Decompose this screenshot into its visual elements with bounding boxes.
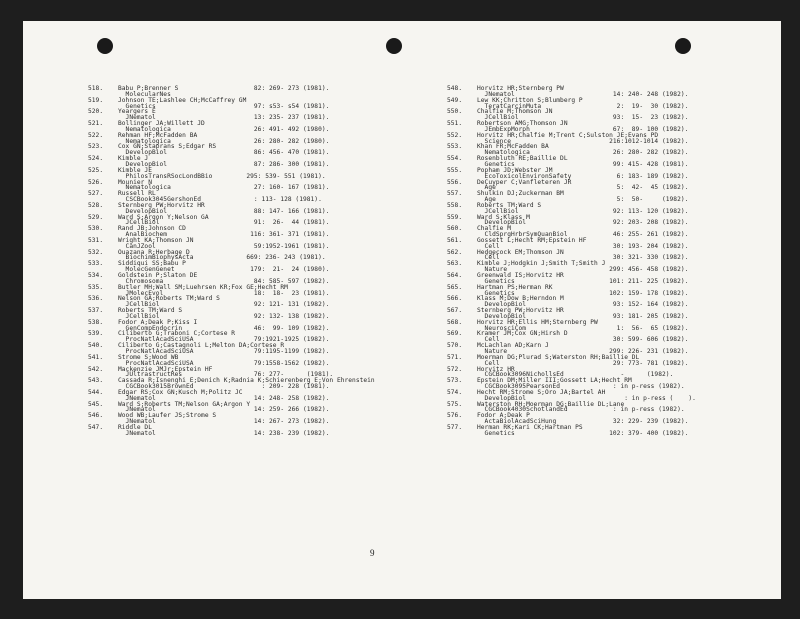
- reference-number: 575.: [447, 400, 463, 408]
- reference-text: DevelopBiol 93: 152- 164 (1982).: [477, 301, 689, 309]
- reference-text: Hedgecock EM;Thomson JN: [477, 248, 564, 256]
- reference-number: 557.: [447, 190, 463, 198]
- reference-text: DevelopBiol 93: 181- 205 (1982).: [477, 312, 689, 320]
- reference-text: DevelopBiol 86: 456- 470 (1981).: [118, 149, 330, 157]
- reference-text: Nematologica 26: 280- 282 (1982).: [477, 149, 689, 157]
- reference-text: MolecGenGenet 179: 21- 24 (1980).: [118, 266, 330, 274]
- reference-text: Cell 30: 193- 204 (1982).: [477, 242, 689, 250]
- reference-number: 519.: [88, 96, 104, 104]
- reference-text: Khan FR;McFadden BA: [477, 143, 549, 151]
- reference-number: 547.: [88, 423, 104, 431]
- reference-text: Chalfie M;Thomson JN: [477, 108, 553, 116]
- reference-number: 523.: [88, 143, 104, 151]
- reference-text: Roberts TM;Ward S: [477, 201, 542, 209]
- reference-number: 549.: [447, 96, 463, 104]
- reference-text: Science 216:1012-1014 (1982).: [477, 137, 689, 145]
- reference-number: 536.: [88, 295, 104, 303]
- reference-text: Genetics 97: s53- s54 (1981).: [118, 102, 330, 110]
- reference-text: Rehman HF;McFadden BA: [118, 131, 198, 139]
- reference-text: Klass M;Dow B;Herndon M: [477, 295, 564, 303]
- reference-text: Roberts TM;Ward S: [118, 307, 183, 315]
- reference-text: JCellBiol 92: 132- 138 (1982).: [118, 312, 330, 320]
- reference-text: Ward S;Klass M: [477, 213, 530, 221]
- reference-line: [447, 431, 752, 437]
- reference-number: 555.: [447, 166, 463, 174]
- reference-line: [88, 431, 393, 437]
- reference-text: Strome S;Wood WB: [118, 353, 179, 361]
- reference-number: 558.: [447, 201, 463, 209]
- reference-text: CSCBook3045GershonEd : 113- 128 (1981).: [118, 196, 322, 204]
- reference-text: Mackenzie JMJr;Epstein HF: [118, 365, 213, 373]
- reference-number: 527.: [88, 190, 104, 198]
- reference-number: 524.: [88, 155, 104, 163]
- reference-number: 520.: [88, 108, 104, 116]
- reference-number: 518.: [88, 85, 104, 92]
- reference-number: 571.: [447, 353, 463, 361]
- reference-text: Genetics 99: 415- 428 (1981).: [477, 160, 689, 168]
- reference-text: Kimble JE: [118, 166, 152, 174]
- reference-text: Ward S;Argon Y;Nelson GA: [118, 213, 209, 221]
- reference-text: CGCBook3015BrownEd : 209- 228 (1981).: [118, 383, 330, 391]
- reference-text: Cox GN;Staprans S;Edgar RS: [118, 143, 217, 151]
- reference-text: JMolecEvol 18: 18- 23 (1981).: [118, 289, 330, 297]
- reference-number: 531.: [88, 236, 104, 244]
- reference-text: Rand JB;Johnson CD: [118, 225, 186, 233]
- reference-number: 574.: [447, 388, 463, 396]
- reference-text: Nelson GA;Roberts TM;Ward S: [118, 295, 220, 303]
- reference-text: Butler MH;Wall SM;Luehrsen KR;Fox GE;Hecht RM: [118, 283, 288, 291]
- reference-text: Wright KA;Thomson JN: [118, 236, 194, 244]
- reference-text: McLachlan AD;Karn J: [477, 342, 549, 350]
- reference-text: Fodor A;Deak P: [477, 412, 530, 420]
- reference-text: ActaBiolAcadSciHung 32: 229- 239 (1982).: [477, 418, 689, 426]
- reference-text: Popham JD;Webster JM: [477, 166, 553, 174]
- reference-text: JUltrastructRes 76: 277- (1981).: [118, 371, 334, 379]
- reference-number: 546.: [88, 412, 104, 420]
- reference-text: JNematol 13: 235- 237 (1981).: [118, 114, 330, 122]
- reference-text: AnalBiochem 116: 361- 371 (1981).: [118, 231, 330, 239]
- reference-number: 577.: [447, 423, 463, 431]
- reference-text: JCellBiol 91: 26- 44 (1981).: [118, 219, 330, 227]
- reference-text: Nematologica 27: 160- 167 (1981).: [118, 184, 330, 192]
- reference-text: BiochimBiophysActa 669: 236- 243 (1981).: [118, 254, 326, 262]
- reference-text: DevelopBiol 88: 147- 166 (1981).: [118, 207, 330, 215]
- reference-text: JCellBiol 92: 113- 120 (1982).: [477, 207, 689, 215]
- reference-text: Rosenbluth RE;Baillie DL: [477, 155, 568, 163]
- reference-text: CanJZool 59:1952-1961 (1981).: [118, 242, 330, 250]
- reference-number: 532.: [88, 248, 104, 256]
- reference-text: PhilosTransRSocLondBBio 295: 539- 551 (1981).: [118, 172, 326, 180]
- reference-text: Babu P;Brenner S 82: 269- 273 (1981).: [118, 85, 330, 92]
- reference-number: 529.: [88, 213, 104, 221]
- reference-text: NeurosciCom 1: 56- 65 (1982).: [477, 324, 689, 332]
- reference-text: Cell 30: 599- 606 (1982).: [477, 336, 689, 344]
- reference-text: Nature 299: 456- 458 (1982).: [477, 266, 689, 274]
- reference-text: JCellBiol 92: 121- 131 (1982).: [118, 301, 330, 309]
- reference-number: 543.: [88, 377, 104, 385]
- reference-number: 563.: [447, 260, 463, 268]
- reference-text: Sternberg PW;Horvitz HR: [118, 201, 205, 209]
- reference-text: CldSprgHrbrSymQuanBiol 46: 255- 261 (1982).: [477, 231, 689, 239]
- binder-hole-icon: [675, 38, 691, 54]
- left-reference-column: [88, 86, 393, 437]
- reference-number: 561.: [447, 236, 463, 244]
- reference-text: CGCBook3096NichollsEd - (1982).: [477, 371, 674, 379]
- reference-text: JNematol 14: 267- 273 (1982).: [118, 418, 330, 426]
- reference-number: 568.: [447, 318, 463, 326]
- reference-text: JNematol 14: 259- 266 (1982).: [118, 406, 330, 414]
- reference-number: 525.: [88, 166, 104, 174]
- reference-text: Johnson TE;Lashlee CH;McCaffrey GM: [118, 96, 247, 104]
- reference-number: 533.: [88, 260, 104, 268]
- reference-text: Age 5: 50- (1982).: [477, 196, 689, 204]
- reference-text: Ciliberto G;Castagnoli L;Melton DA;Cortese R: [118, 342, 285, 350]
- reference-text: Kimble J: [118, 155, 149, 163]
- reference-text: CGCBook3095PearsonEd : in p-ress (1982).: [477, 383, 685, 391]
- reference-text: Genetics 102: 379- 400 (1982).: [477, 429, 689, 437]
- reference-number: 554.: [447, 155, 463, 163]
- reference-text: Nematologica 26: 491- 492 (1980).: [118, 125, 330, 133]
- page-number: 9: [370, 548, 375, 558]
- reference-number: 522.: [88, 131, 104, 139]
- binder-hole-icon: [386, 38, 402, 54]
- reference-number: 566.: [447, 295, 463, 303]
- reference-number: 535.: [88, 283, 104, 291]
- reference-text: Ciliberto G;Traboni C;Cortese R: [118, 330, 236, 338]
- reference-text: Genetics 102: 159- 178 (1982).: [477, 289, 689, 297]
- reference-text: Goldstein P;Slaton DE: [118, 272, 198, 279]
- reference-text: Horvitz HR;Sternberg PW: [477, 85, 564, 92]
- reference-number: 550.: [447, 108, 463, 116]
- reference-text: Russell RL: [118, 190, 156, 198]
- reference-text: Ouazana R;Herbage D: [118, 248, 190, 256]
- reference-text: Ward S;Roberts TM;Nelson GA;Argon Y: [118, 400, 251, 408]
- reference-number: 544.: [88, 388, 104, 396]
- reference-text: JEmbExpMorph 67: 89- 100 (1982).: [477, 125, 689, 133]
- reference-text: Moerman DG;Plurad S;Waterston RH;Baillie DL: [477, 353, 640, 361]
- reference-text: EcoToxicolEnvironSafety 6: 183- 189 (1982).: [477, 172, 689, 180]
- reference-text: JCellBiol 93: 15- 23 (1982).: [477, 114, 689, 122]
- reference-text: CGCBook4030SchotlandEd : in p-ress (1982).: [477, 406, 685, 414]
- reference-text: DevelopBiol : in p-ress ( ).: [477, 394, 696, 402]
- reference-text: DevelopBiol 87: 286- 300 (1981).: [118, 160, 330, 168]
- reference-number: 528.: [88, 201, 104, 209]
- reference-number: 537.: [88, 307, 104, 315]
- reference-text: Edgar RS;Cox GN;Kusch M;Politz JC: [118, 388, 243, 396]
- reference-text: Nature 299: 226- 231 (1982).: [477, 347, 689, 355]
- reference-number: 565.: [447, 283, 463, 291]
- reference-number: 541.: [88, 353, 104, 361]
- reference-number: 573.: [447, 377, 463, 385]
- reference-text: Waterston RH;Moerman DG;Baillie DL;Lane: [477, 400, 625, 408]
- reference-number: 556.: [447, 178, 463, 186]
- reference-text: TeratCarcinMuta 2: 19- 30 (1982).: [477, 102, 689, 110]
- reference-text: Bollinger JA;Willett JD: [118, 120, 205, 128]
- reference-text: ProcNatlAcadSciUSA 79:1558-1562 (1982).: [118, 359, 330, 367]
- reference-number: 551.: [447, 120, 463, 128]
- reference-text: Lew KK;Chritton S;Blumberg P: [477, 96, 583, 104]
- reference-text: ProcNatlAcadSciUSA 79:1195-1199 (1982).: [118, 347, 330, 355]
- reference-text: Gossett L;Hecht RM;Epstein HF: [477, 236, 587, 244]
- document-page: [23, 21, 781, 599]
- reference-number: 564.: [447, 272, 463, 279]
- reference-text: Kramer JM;Cox GN;Hirsh D: [477, 330, 568, 338]
- reference-number: [88, 431, 118, 437]
- reference-text: Riddle DL: [118, 423, 152, 431]
- reference-text: Robertson AMG;Thomson JN: [477, 120, 568, 128]
- reference-text: Mounier N: [118, 178, 152, 186]
- reference-text: JNematol 14: 240- 248 (1982).: [477, 90, 689, 98]
- reference-number: 521.: [88, 120, 104, 128]
- reference-text: Age 5: 42- 45 (1982).: [477, 184, 689, 192]
- reference-text: Fodor A;Deak P;Kiss I: [118, 318, 198, 326]
- reference-number: 545.: [88, 400, 104, 408]
- reference-text: Horvitz HR: [477, 365, 515, 373]
- reference-text: Epstein DM;Miller III;Gossett LA;Hecht RM: [477, 377, 632, 385]
- reference-number: 534.: [88, 272, 104, 279]
- reference-text: Horvitz HR;Chalfie M;Trent C;Sulston JE;Evans PD: [477, 131, 659, 139]
- reference-text: Wood WB;Laufer JS;Strome S: [118, 412, 217, 420]
- reference-number: 530.: [88, 225, 104, 233]
- reference-number: 562.: [447, 248, 463, 256]
- reference-text: Sternberg PW;Horvitz HR: [477, 307, 564, 315]
- reference-text: DeCuyper C;Vanfleteren JR: [477, 178, 572, 186]
- reference-text: Genetics 101: 211- 225 (1982).: [477, 277, 689, 285]
- reference-number: 567.: [447, 307, 463, 315]
- reference-text: Herman RK;Kari CK;Hartman PS: [477, 423, 583, 431]
- reference-text: MolecularNes: [118, 90, 171, 98]
- reference-text: Kimble J;Hodgkin J;Smith T;Smith J: [477, 260, 606, 268]
- reference-number: 548.: [447, 85, 463, 92]
- reference-text: Cell 29: 773- 781 (1982).: [477, 359, 689, 367]
- reference-text: Yeargers E: [118, 108, 156, 116]
- reference-text: GenCompEndocrin 46: 99- 109 (1982).: [118, 324, 330, 332]
- reference-number: 539.: [88, 330, 104, 338]
- reference-number: 570.: [447, 342, 463, 350]
- reference-number: 542.: [88, 365, 104, 373]
- reference-text: JNematol 14: 248- 258 (1982).: [118, 394, 330, 402]
- reference-number: 526.: [88, 178, 104, 186]
- reference-number: 553.: [447, 143, 463, 151]
- reference-text: Shulkin DJ;Zuckerman BM: [477, 190, 564, 198]
- reference-text: Greenwald IS;Horvitz HR: [477, 272, 564, 279]
- reference-number: 540.: [88, 342, 104, 350]
- reference-number: 538.: [88, 318, 104, 326]
- right-reference-column: [447, 86, 752, 437]
- reference-text: Chromosoma 84: 585- 597 (1982).: [118, 277, 330, 285]
- reference-text: Hecht RM;Strome S;Oro JA;Bartel AH: [477, 388, 606, 396]
- reference-number: 560.: [447, 225, 463, 233]
- reference-number: 552.: [447, 131, 463, 139]
- reference-text: Cell 30: 321- 330 (1982).: [477, 254, 689, 262]
- reference-number: 559.: [447, 213, 463, 221]
- reference-number: [447, 431, 477, 437]
- reference-text: Cassada R;Isnenghi E;Denich K;Radnia K;Schierenberg E;Von Ehrenstein: [118, 377, 375, 385]
- reference-number: 572.: [447, 365, 463, 373]
- reference-text: JNematol 14: 238- 239 (1982).: [118, 429, 330, 437]
- reference-number: 569.: [447, 330, 463, 338]
- reference-text: Hartman PS;Herman RK: [477, 283, 553, 291]
- reference-text: ProcNatlAcadSciUSA 79:1921-1925 (1982).: [118, 336, 330, 344]
- reference-text: Nematologica 26: 280- 282 (1980).: [118, 137, 330, 145]
- reference-text: Chalfie M: [477, 225, 511, 233]
- reference-text: Siddiqui SS;Babu P: [118, 260, 186, 268]
- reference-text: DevelopBiol 92: 203- 208 (1982).: [477, 219, 689, 227]
- binder-hole-icon: [97, 38, 113, 54]
- reference-text: Horvitz HR;Ellis HM;Sternberg PW: [477, 318, 598, 326]
- reference-number: 576.: [447, 412, 463, 420]
